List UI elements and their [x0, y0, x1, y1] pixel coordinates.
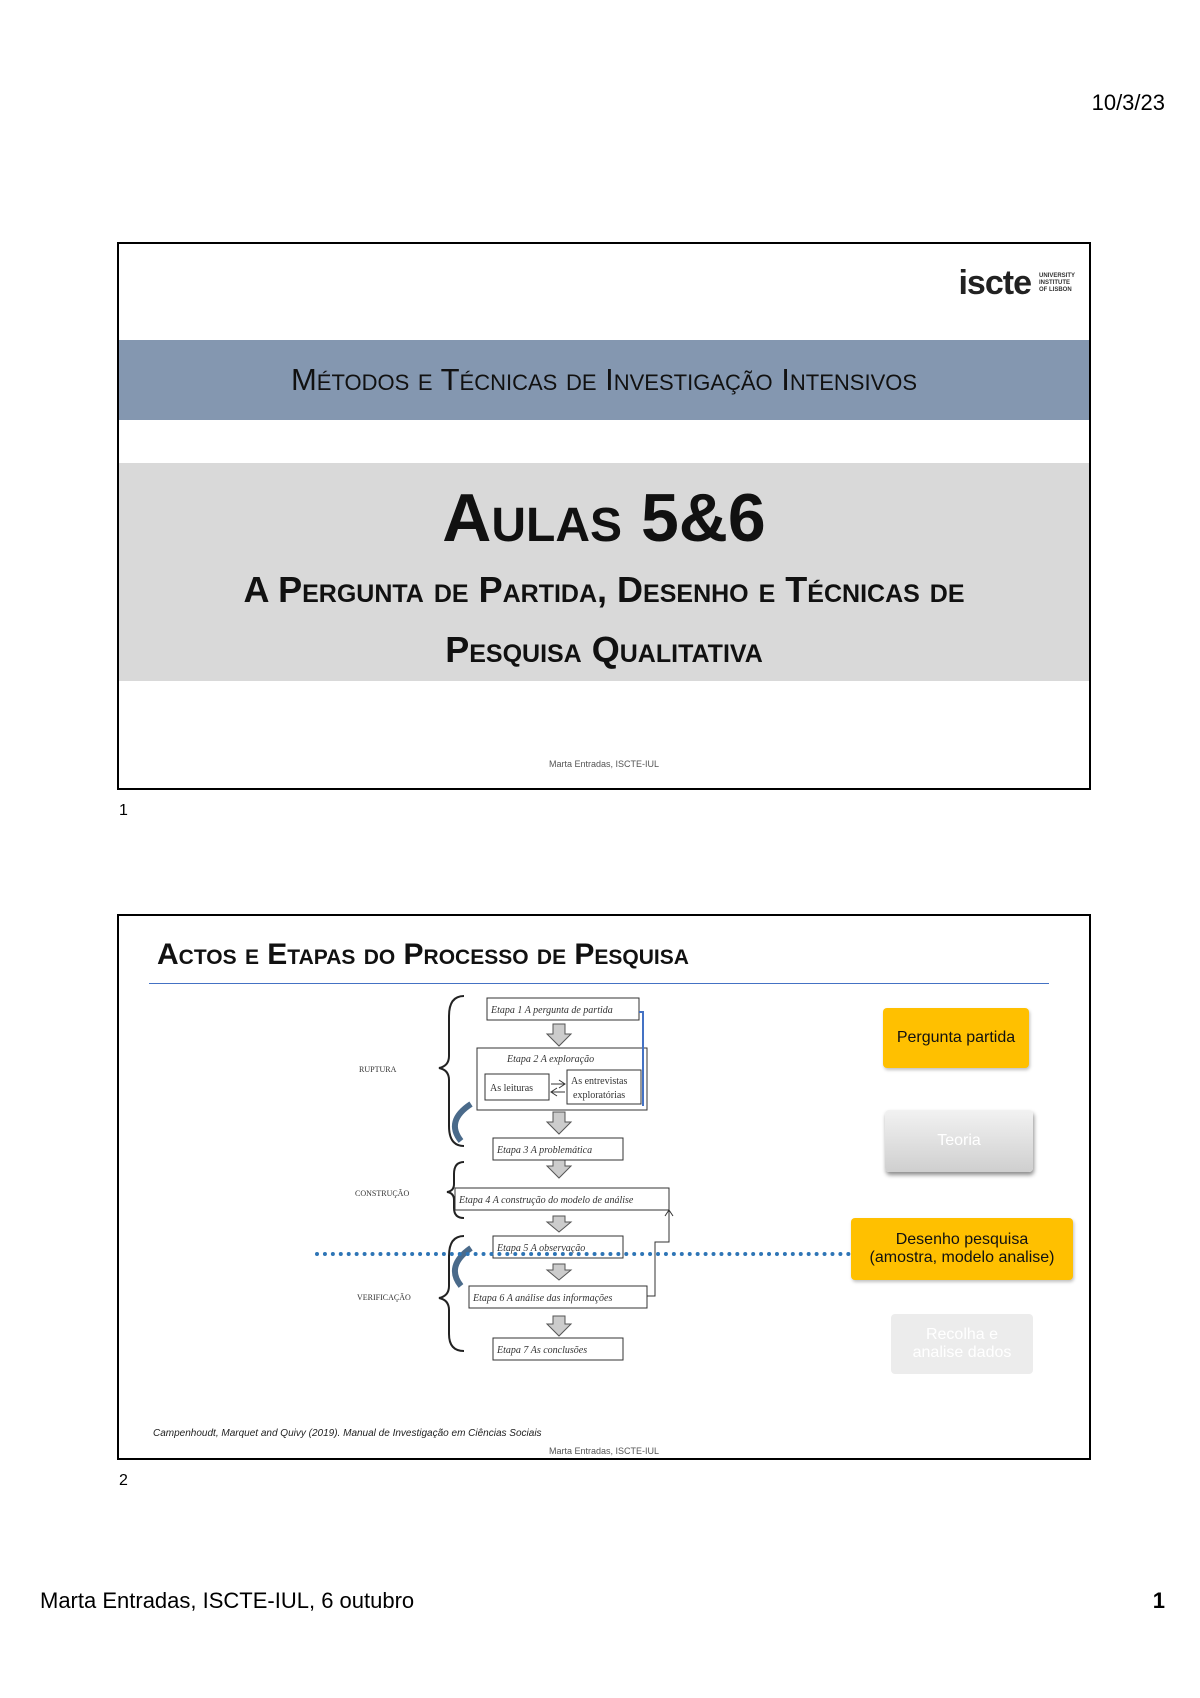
title-band [119, 463, 1089, 681]
box-desenho-pesquisa [851, 1218, 1073, 1280]
arrow-1-2 [547, 1024, 571, 1046]
text-etapa-1: Etapa 1 A pergunta de partida [491, 1005, 613, 1016]
slide-title: Aulas 5&6 [442, 480, 766, 556]
logo-sub-2: INSTITUTE [1038, 280, 1070, 286]
box-desenho-text-1: Desenho pesquisa [895, 1231, 1029, 1248]
logo-subtext [1039, 273, 1075, 294]
curved-arrow-1 [455, 1104, 471, 1141]
page-footer: Marta Entradas, ISCTE-IUL, 6 outubro [40, 1588, 415, 1613]
slide-1-author: Marta Entradas, ISCTE-IUL [548, 759, 660, 769]
slide-2-author: Marta Entradas, ISCTE-IUL [548, 1446, 660, 1456]
arrow-4-5 [547, 1216, 571, 1232]
box-pergunta-partida [883, 1008, 1029, 1068]
course-title: Métodos e Técnicas de Investigação Intensivos [290, 362, 918, 397]
box-recolha-text-2: analise dados [912, 1344, 1012, 1361]
arrow-2-3 [547, 1112, 571, 1134]
box-recolha-text-1: Recolha e [925, 1326, 999, 1343]
citation: Campenhoudt, Marquet and Quivy (2019). Manual de Investigação em Ciências Sociais [153, 1428, 542, 1439]
arrow-5-6 [547, 1264, 571, 1280]
arrow-3-4 [547, 1158, 571, 1178]
slide-number-1: 1 [119, 802, 128, 819]
box-teoria-text: Teoria [937, 1132, 981, 1149]
dotted-divider [315, 1252, 851, 1256]
text-etapa-6: Etapa 6 A análise das informações [473, 1293, 613, 1304]
document-date: 10/3/23 [1091, 90, 1165, 115]
text-entrevistas-2: exploratórias [573, 1090, 626, 1101]
text-etapa-5: Etapa 5 A observação [497, 1243, 586, 1254]
text-etapa-2: Etapa 2 A exploração [507, 1054, 595, 1065]
subtitle-line-1: A Pergunta de Partida, Desenho e Técnicas de [243, 569, 965, 610]
arrow-6-7 [547, 1316, 571, 1336]
box-recolha-dados [891, 1314, 1033, 1374]
iscte-logo [958, 264, 1075, 303]
process-diagram [349, 986, 869, 1386]
slide-1 [117, 242, 1091, 790]
text-etapa-3: Etapa 3 A problemática [497, 1145, 593, 1156]
text-entrevistas-1: As entrevistas [571, 1076, 628, 1087]
text-etapa-7: Etapa 7 As conclusões [497, 1345, 588, 1356]
label-verificacao: VERIFICAÇÃO [357, 1293, 411, 1302]
text-etapa-4: Etapa 4 A construção do modelo de análise [459, 1195, 634, 1206]
text-leituras: As leituras [490, 1083, 534, 1094]
subtitle-line-2: Pesquisa Qualitativa [445, 629, 763, 670]
ruptura-bracket [439, 996, 464, 1146]
logo-sub-3: OF LISBON [1038, 287, 1072, 293]
logo-sub-1: UNIVERSITY [1038, 273, 1075, 279]
title-rule [149, 983, 1049, 984]
label-construcao: CONSTRUÇÃO [355, 1189, 410, 1198]
logo-word: iscte [958, 264, 1031, 302]
box-teoria [885, 1110, 1033, 1172]
box-desenho-text-2: (amostra, modelo analise) [869, 1249, 1055, 1266]
slide-2 [117, 914, 1091, 1460]
label-ruptura: RUPTURA [359, 1065, 397, 1074]
page-number: 1 [1152, 1588, 1165, 1613]
box-pergunta-text: Pergunta partida [896, 1029, 1016, 1046]
course-title-band [119, 340, 1089, 420]
slide-number-2: 2 [119, 1472, 128, 1489]
slide-2-title: Actos e Etapas do Processo de Pesquisa [157, 938, 689, 971]
